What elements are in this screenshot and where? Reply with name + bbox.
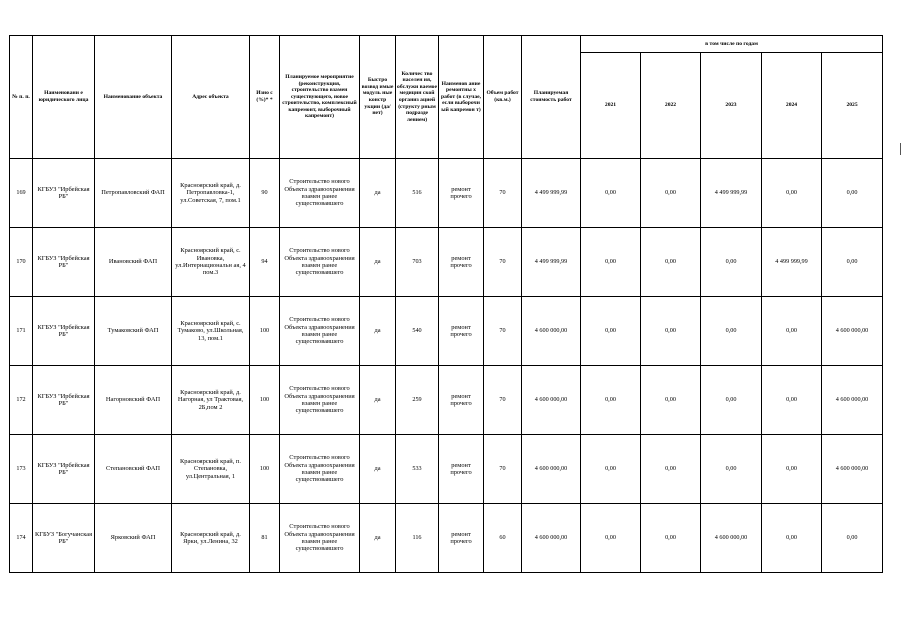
cell-repair: ремонт прочего (439, 366, 484, 435)
header-wear: Изно с (%)* * (250, 36, 280, 159)
header-planned-activity: Планируемое мероприятие (реконструкция, строительство взамен существующего, новое строительство, комплексный капремонт, выборочный капремонт) (280, 36, 360, 159)
cell-address: Красноярский край, д. Ярки, ул.Ленина, 32 (172, 504, 250, 573)
header-legal-name: Наименовани е юридического лица (33, 36, 95, 159)
cell-modular: да (360, 228, 396, 297)
header-population: Количес тво населен ия, обслужи ваемое медицин ской организ ацией (структу рным подразде лением) (396, 36, 439, 159)
page-edge-mark (900, 143, 901, 155)
cell-wear: 100 (250, 297, 280, 366)
cell-volume: 60 (484, 504, 522, 573)
cell-2024: 0,00 (762, 504, 822, 573)
cell-address: Красноярский край, с. Ивановка, ул.Интернациональн ая, 4 пом.3 (172, 228, 250, 297)
cell-address: Красноярский край, д. Петропавловка-1, ул.Советская, 7, пом.1 (172, 159, 250, 228)
cell-num: 174 (10, 504, 33, 573)
cell-num: 169 (10, 159, 33, 228)
cell-activity: Строительство нового Объекта здравоохранения взамен ранее существовавшего (280, 435, 360, 504)
cell-2024: 0,00 (762, 297, 822, 366)
cell-activity: Строительство нового Объекта здравоохранения взамен ранее существовавшего (280, 366, 360, 435)
cell-wear: 100 (250, 435, 280, 504)
cell-address: Красноярский край, с. Тумаково, ул.Школьная, 13, пом.1 (172, 297, 250, 366)
cell-2025: 4 600 000,00 (822, 297, 883, 366)
cell-modular: да (360, 159, 396, 228)
cell-2022: 0,00 (641, 435, 701, 504)
cell-2023: 4 499 999,99 (701, 159, 762, 228)
cell-population: 540 (396, 297, 439, 366)
cell-population: 703 (396, 228, 439, 297)
cell-2021: 0,00 (581, 159, 641, 228)
cell-2025: 4 600 000,00 (822, 435, 883, 504)
header-cost: Планируемая стоимость работ (522, 36, 581, 159)
cell-2023: 0,00 (701, 228, 762, 297)
cell-cost: 4 499 999,99 (522, 159, 581, 228)
cell-object-name: Ивановский ФАП (95, 228, 172, 297)
cell-2021: 0,00 (581, 228, 641, 297)
cell-2021: 0,00 (581, 366, 641, 435)
cell-2025: 0,00 (822, 504, 883, 573)
cell-2022: 0,00 (641, 366, 701, 435)
cell-legal-name: КГБУЗ "Богучанская РБ" (33, 504, 95, 573)
cell-wear: 94 (250, 228, 280, 297)
header-modular: Быстро возвод имые модуль ные констр укции (да/нет) (360, 36, 396, 159)
cell-2021: 0,00 (581, 297, 641, 366)
cell-legal-name: КГБУЗ "Ирбейская РБ" (33, 297, 95, 366)
objects-table (9, 35, 883, 573)
cell-object-name: Нагорновский ФАП (95, 366, 172, 435)
table-row (10, 504, 883, 573)
header-object-name: Наименование объекта (95, 36, 172, 159)
table-header (10, 36, 883, 159)
cell-2024: 4 499 999,99 (762, 228, 822, 297)
cell-2024: 0,00 (762, 435, 822, 504)
cell-activity: Строительство нового Объекта здравоохранения взамен ранее существовавшего (280, 159, 360, 228)
cell-cost: 4 600 000,00 (522, 297, 581, 366)
cell-volume: 70 (484, 297, 522, 366)
cell-2021: 0,00 (581, 504, 641, 573)
cell-population: 259 (396, 366, 439, 435)
table-body (10, 159, 883, 573)
header-volume: Объем работ (кв.м.) (484, 36, 522, 159)
cell-2023: 4 600 000,00 (701, 504, 762, 573)
cell-object-name: Ярковский ФАП (95, 504, 172, 573)
cell-2022: 0,00 (641, 504, 701, 573)
cell-population: 116 (396, 504, 439, 573)
cell-2022: 0,00 (641, 228, 701, 297)
cell-2021: 0,00 (581, 435, 641, 504)
cell-2023: 0,00 (701, 435, 762, 504)
table-row (10, 435, 883, 504)
cell-2025: 0,00 (822, 228, 883, 297)
cell-address: Красноярский край, п. Степановка, ул.Центральная, 1 (172, 435, 250, 504)
header-num: № п. п. (10, 36, 33, 159)
cell-repair: ремонт прочего (439, 435, 484, 504)
header-repair-name: Наименов ание ремонтны х работ (в случае, если выборочн ый капремон т) (439, 36, 484, 159)
cell-cost: 4 600 000,00 (522, 435, 581, 504)
cell-modular: да (360, 366, 396, 435)
cell-legal-name: КГБУЗ "Ирбейская РБ" (33, 228, 95, 297)
cell-modular: да (360, 435, 396, 504)
cell-activity: Строительство нового Объекта здравоохранения взамен ранее существовавшего (280, 297, 360, 366)
header-address: Адрес объекта (172, 36, 250, 159)
cell-2024: 0,00 (762, 159, 822, 228)
cell-2023: 0,00 (701, 297, 762, 366)
cell-population: 516 (396, 159, 439, 228)
cell-population: 533 (396, 435, 439, 504)
cell-2025: 4 600 000,00 (822, 366, 883, 435)
table-row (10, 159, 883, 228)
cell-modular: да (360, 504, 396, 573)
header-year-2022: 2022 (641, 53, 701, 159)
cell-cost: 4 600 000,00 (522, 366, 581, 435)
cell-2022: 0,00 (641, 297, 701, 366)
cell-num: 171 (10, 297, 33, 366)
cell-volume: 70 (484, 435, 522, 504)
cell-legal-name: КГБУЗ "Ирбейская РБ" (33, 159, 95, 228)
cell-num: 170 (10, 228, 33, 297)
cell-2022: 0,00 (641, 159, 701, 228)
header-by-years: в том числе по годам (581, 36, 883, 53)
cell-repair: ремонт прочего (439, 297, 484, 366)
cell-wear: 81 (250, 504, 280, 573)
header-year-2024: 2024 (762, 53, 822, 159)
cell-repair: ремонт прочего (439, 504, 484, 573)
cell-cost: 4 600 000,00 (522, 504, 581, 573)
cell-volume: 70 (484, 228, 522, 297)
cell-wear: 100 (250, 366, 280, 435)
table-row (10, 366, 883, 435)
cell-volume: 70 (484, 159, 522, 228)
header-year-2025: 2025 (822, 53, 883, 159)
cell-activity: Строительство нового Объекта здравоохранения взамен ранее существовавшего (280, 504, 360, 573)
cell-num: 173 (10, 435, 33, 504)
cell-2025: 0,00 (822, 159, 883, 228)
cell-2023: 0,00 (701, 366, 762, 435)
cell-modular: да (360, 297, 396, 366)
cell-legal-name: КГБУЗ "Ирбейская РБ" (33, 366, 95, 435)
cell-wear: 90 (250, 159, 280, 228)
header-year-2021: 2021 (581, 53, 641, 159)
table-row (10, 228, 883, 297)
document-page (9, 35, 883, 573)
cell-object-name: Степановский ФАП (95, 435, 172, 504)
cell-repair: ремонт прочего (439, 159, 484, 228)
cell-object-name: Тумаковский ФАП (95, 297, 172, 366)
cell-activity: Строительство нового Объекта здравоохранения взамен ранее существовавшего (280, 228, 360, 297)
cell-address: Красноярский край, д. Нагорная, ул Трактовая, 2Б,пом 2 (172, 366, 250, 435)
header-year-2023: 2023 (701, 53, 762, 159)
cell-object-name: Петропавловский ФАП (95, 159, 172, 228)
cell-cost: 4 499 999,99 (522, 228, 581, 297)
cell-2024: 0,00 (762, 366, 822, 435)
cell-legal-name: КГБУЗ "Ирбейская РБ" (33, 435, 95, 504)
table-row (10, 297, 883, 366)
cell-repair: ремонт прочего (439, 228, 484, 297)
cell-volume: 70 (484, 366, 522, 435)
cell-num: 172 (10, 366, 33, 435)
